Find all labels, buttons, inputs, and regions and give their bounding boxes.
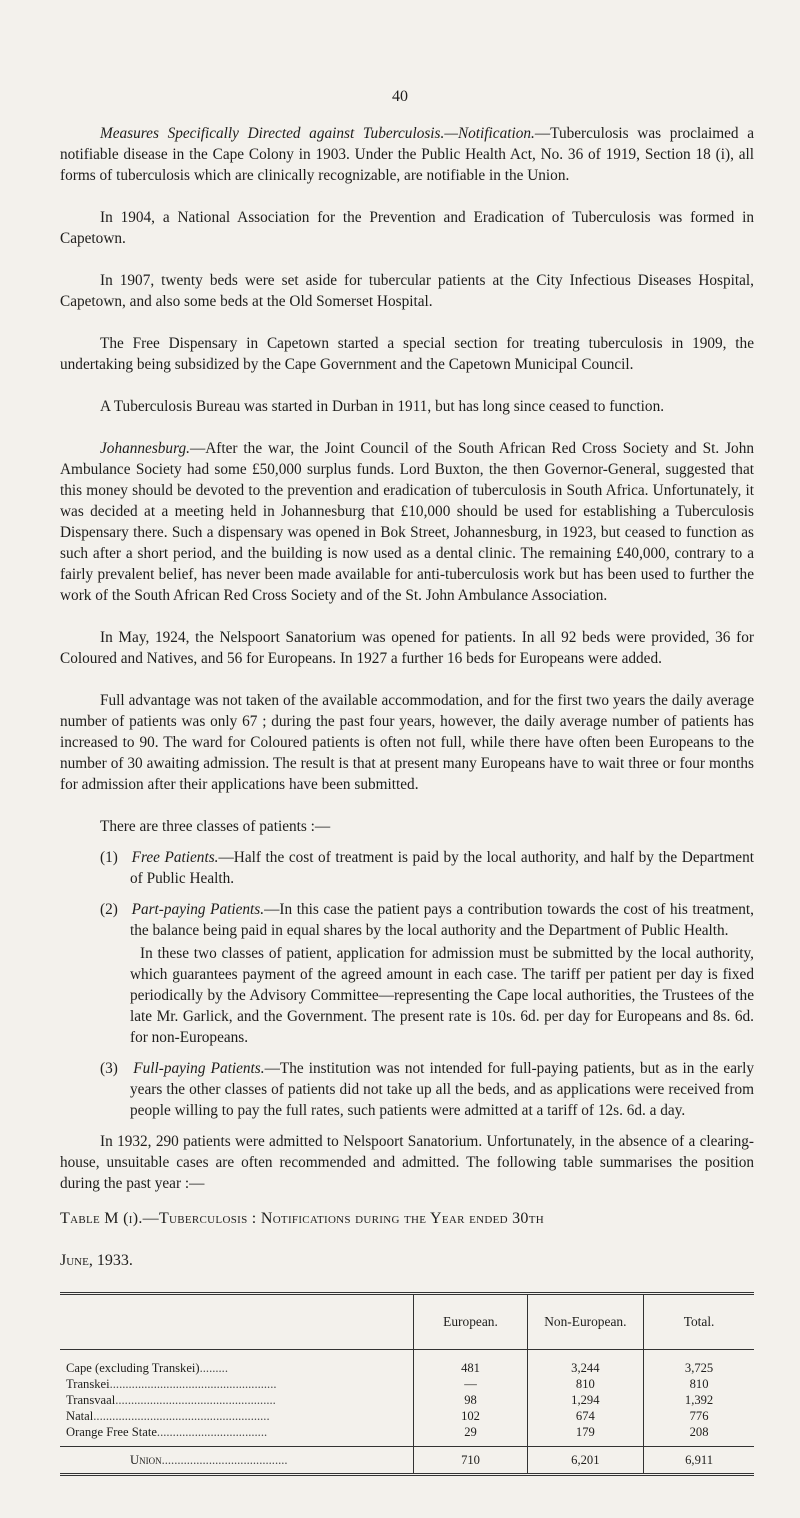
list-number: (1) (100, 849, 118, 866)
cell-non-european: 179 (527, 1424, 644, 1447)
row-label: Transkei..................................................... (66, 1377, 277, 1391)
cell-non-european: 3,244 (527, 1350, 644, 1377)
table-row (60, 1350, 754, 1377)
cell-total: 810 (644, 1376, 754, 1392)
paragraph-text: —Tuberculosis was proclaimed a notifiable disease in the Cape Colony in 1903. Under the Public Health Act, No. 36 of 1919, Section 18 (i), all forms of tuberculosis which are clinically recognizable, are notifiable in the Union. (60, 125, 754, 184)
cell-european: 481 (414, 1350, 527, 1377)
row-label: Orange Free State................................... (66, 1425, 268, 1439)
list-number: (3) (100, 1060, 118, 1077)
table-caption-date: June, 1933. (60, 1252, 133, 1269)
paragraph-1904: In 1904, a National Association for the Prevention and Eradication of Tuberculosis was formed in Capetown. (60, 209, 754, 247)
patient-classes-list (60, 847, 754, 1121)
total-label: Union........................................ (60, 1447, 414, 1475)
paragraph-1911: A Tuberculosis Bureau was started in Durban in 1911, but has long since ceased to function. (100, 398, 665, 415)
paragraph-1909: The Free Dispensary in Capetown started a special section for treating tuberculosis in 1909, the undertaking being subsidized by the Cape Government and the Capetown Municipal Council. (60, 335, 754, 373)
cell-european: 102 (414, 1408, 527, 1424)
total-total: 6,911 (644, 1447, 754, 1475)
table-row (60, 1408, 754, 1424)
class-label: Part-paying Patients. (131, 901, 265, 918)
class-full-paying (100, 1058, 754, 1121)
column-header-total: Total. (644, 1294, 754, 1350)
column-header-european: European. (414, 1294, 527, 1350)
total-non-european: 6,201 (527, 1447, 644, 1475)
paragraph-1907: In 1907, twenty beds were set aside for tubercular patients at the City Infectious Diseases Hospital, Capetown, and also some beds at the Old Somerset Hospital. (60, 272, 754, 310)
cell-total: 208 (644, 1424, 754, 1447)
document-body (60, 123, 754, 1476)
page-number: 40 (392, 88, 408, 105)
notifications-table (60, 1292, 754, 1476)
class-free-patients (100, 847, 754, 889)
class-part-paying-note: In these two classes of patient, application for admission must be submitted by the local authority, which guarantees payment of the agreed amount in each case. The tariff per patient per day is fixed periodically by the Advisory Committee—representing the Cape local authorities, the Trustees of the late Mr. Garlick, and the Government. The present rate is 10s. 6d. per day for Europeans and 8s. 6d. for non-Europeans. (130, 945, 754, 1046)
cell-non-european: 674 (527, 1408, 644, 1424)
paragraph-johannesburg (60, 438, 754, 606)
class-text: —In this case the patient pays a contribution towards the cost of his treatment, the balance being paid in equal shares by the local authority and the Department of Public Health. (130, 901, 754, 939)
row-label: Transvaal................................................... (66, 1393, 276, 1407)
total-european: 710 (414, 1447, 527, 1475)
class-label: Full-paying Patients. (133, 1060, 265, 1077)
cell-non-european: 1,294 (527, 1392, 644, 1408)
table-row (60, 1424, 754, 1447)
row-label: Cape (excluding Transkei)......... (66, 1361, 228, 1375)
measures-heading: Measures Specifically Directed against Tuberculosis. (100, 125, 445, 142)
table-total-row (60, 1447, 754, 1475)
paragraph-nelspoort: In May, 1924, the Nelspoort Sanatorium was opened for patients. In all 92 beds were provided, 36 for Coloured and Natives, and 56 for Europeans. In 1927 a further 16 beds for Europeans were added. (60, 629, 754, 667)
paragraph-classes-intro: There are three classes of patients :— (100, 818, 331, 835)
paragraph-accommodation: Full advantage was not taken of the available accommodation, and for the first two years the daily average number of patients was only 67 ; during the past four years, however, the daily average number of patients has increased to 90. The ward for Coloured patients is often not full, while there have often been Europeans to the number of 30 awaiting admission. The result is that at present many Europeans have to wait three or four months for admission after their applications have been submitted. (60, 692, 754, 793)
class-part-paying (100, 899, 754, 941)
table-caption: Table M (i).—Tuberculosis : Notifications during the Year ended 30th (60, 1210, 544, 1227)
cell-total: 3,725 (644, 1350, 754, 1377)
cell-non-european: 810 (527, 1376, 644, 1392)
cell-european: 29 (414, 1424, 527, 1447)
class-text: —Half the cost of treatment is paid by the local authority, and half by the Department of Public Health. (130, 849, 754, 887)
table-header-row (60, 1294, 754, 1350)
paragraph-1932: In 1932, 290 patients were admitted to Nelspoort Sanatorium. Unfortunately, in the absence of a clearing-house, unsuitable cases are often recommended and admitted. The following table summarises the position during the past year :— (60, 1133, 754, 1192)
cell-european: — (414, 1376, 527, 1392)
cell-european: 98 (414, 1392, 527, 1408)
list-number: (2) (100, 901, 118, 918)
paragraph-text: —After the war, the Joint Council of the South African Red Cross Society and St. John Ambulance Society had some £50,000 surplus funds. Lord Buxton, the then Governor-General, suggested that this money should be devoted to the prevention and eradication of tuberculosis in South Africa. Unfortunately, it was decided at a meeting held in Johannesburg that £10,000 should be used for establishing a Tuberculosis Dispensary there. Such a dispensary was opened in Bok Street, Johannesburg, in 1923, but ceased to function as such after a short period, and the building is now used as a dental clinic. The remaining £40,000, contrary to a fairly prevalent belief, has never been made available for anti-tuberculosis work but has been used to further the work of the South African Red Cross Society and of the St. John Ambulance Association. (60, 440, 754, 604)
column-header-non-european: Non-European. (527, 1294, 644, 1350)
cell-total: 776 (644, 1408, 754, 1424)
class-label: Free Patients. (131, 849, 219, 866)
row-label: Natal........................................................ (66, 1409, 270, 1423)
notification-heading: —Notification. (444, 125, 535, 142)
table-row (60, 1392, 754, 1408)
column-header-region (60, 1294, 414, 1350)
cell-total: 1,392 (644, 1392, 754, 1408)
johannesburg-label: Johannesburg. (100, 440, 190, 457)
table-row (60, 1376, 754, 1392)
class-text: —The institution was not intended for full-paying patients, but as in the early years the other classes of patients did not take up all the beds, and as applications were received from people willing to pay the full rates, such patients were admitted at a tariff of 12s. 6d. a day. (130, 1060, 754, 1119)
paragraph-notification (60, 123, 754, 186)
